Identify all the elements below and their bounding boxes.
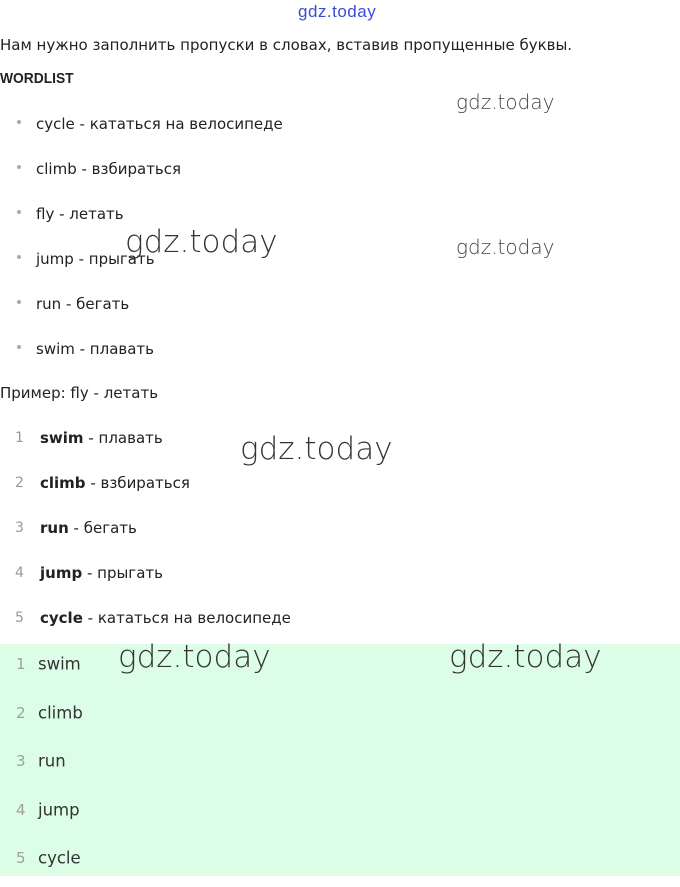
list-item: [0, 201, 680, 246]
wordlist-entry: fly - летать: [36, 205, 124, 223]
list-item: [0, 741, 680, 790]
wordlist-entry: swim - плавать: [36, 340, 155, 358]
watermark: gdz.today: [125, 224, 278, 260]
item-number: 4: [15, 565, 24, 581]
site-logo[interactable]: gdz.today: [298, 2, 377, 21]
list-item: [0, 246, 680, 291]
list-item: [0, 111, 680, 156]
item-number: 5: [16, 849, 26, 867]
list-item: [0, 291, 680, 336]
task-instruction: Нам нужно заполнить пропуски в словах, вставив пропущенные буквы.: [0, 36, 573, 54]
wordlist-entry: climb - взбираться: [36, 160, 182, 178]
answer-word: climb: [40, 474, 86, 492]
item-number: 5: [15, 610, 24, 626]
answer-translation: - взбираться: [85, 474, 190, 492]
item-number: 3: [15, 520, 24, 536]
wordlist-entry: run - бегать: [36, 295, 130, 313]
watermark: gdz.today: [449, 639, 602, 675]
final-word: run: [38, 751, 66, 771]
item-number: 2: [15, 475, 24, 491]
watermark: gdz.today: [118, 639, 271, 675]
bullet-icon: [17, 120, 21, 124]
list-item: [0, 560, 680, 605]
list-item: [0, 790, 680, 839]
item-number: 3: [16, 752, 26, 770]
answer-translation: - плавать: [83, 429, 163, 447]
final-word: cycle: [38, 848, 81, 868]
list-item: [0, 515, 680, 560]
final-word: climb: [38, 703, 83, 722]
watermark: gdz.today: [456, 90, 555, 114]
final-word: jump: [38, 800, 80, 819]
answer-word: swim: [40, 429, 84, 447]
wordlist: [0, 111, 680, 381]
watermark: gdz.today: [240, 431, 393, 467]
answer-translation: - бегать: [68, 519, 137, 537]
list-item: [0, 156, 680, 201]
example-text: Пример: fly - летать: [0, 384, 159, 402]
answer-word: cycle: [40, 609, 83, 627]
answer-translation: - прыгать: [82, 564, 163, 582]
bullet-icon: [17, 345, 21, 349]
wordlist-entry: jump - прыгать: [36, 250, 155, 268]
final-answer-list: [0, 644, 680, 887]
final-word: swim: [38, 654, 81, 674]
item-number: 1: [15, 430, 24, 446]
answer-word: jump: [40, 564, 83, 582]
bullet-icon: [17, 210, 21, 214]
list-item: [0, 470, 680, 515]
bullet-icon: [17, 165, 21, 169]
bullet-icon: [17, 300, 21, 304]
list-item: [0, 693, 680, 742]
item-number: 1: [16, 655, 26, 673]
watermark: gdz.today: [456, 235, 555, 259]
answer-word: run: [40, 519, 69, 537]
list-item: [0, 336, 680, 381]
answer-translation: - кататься на велосипеде: [82, 609, 291, 627]
list-item: [0, 838, 680, 887]
item-number: 2: [16, 703, 26, 722]
item-number: 4: [16, 800, 26, 819]
wordlist-entry: cycle - кататься на велосипеде: [36, 115, 283, 133]
bullet-icon: [17, 255, 21, 259]
wordlist-heading: WORDLIST: [0, 70, 74, 87]
